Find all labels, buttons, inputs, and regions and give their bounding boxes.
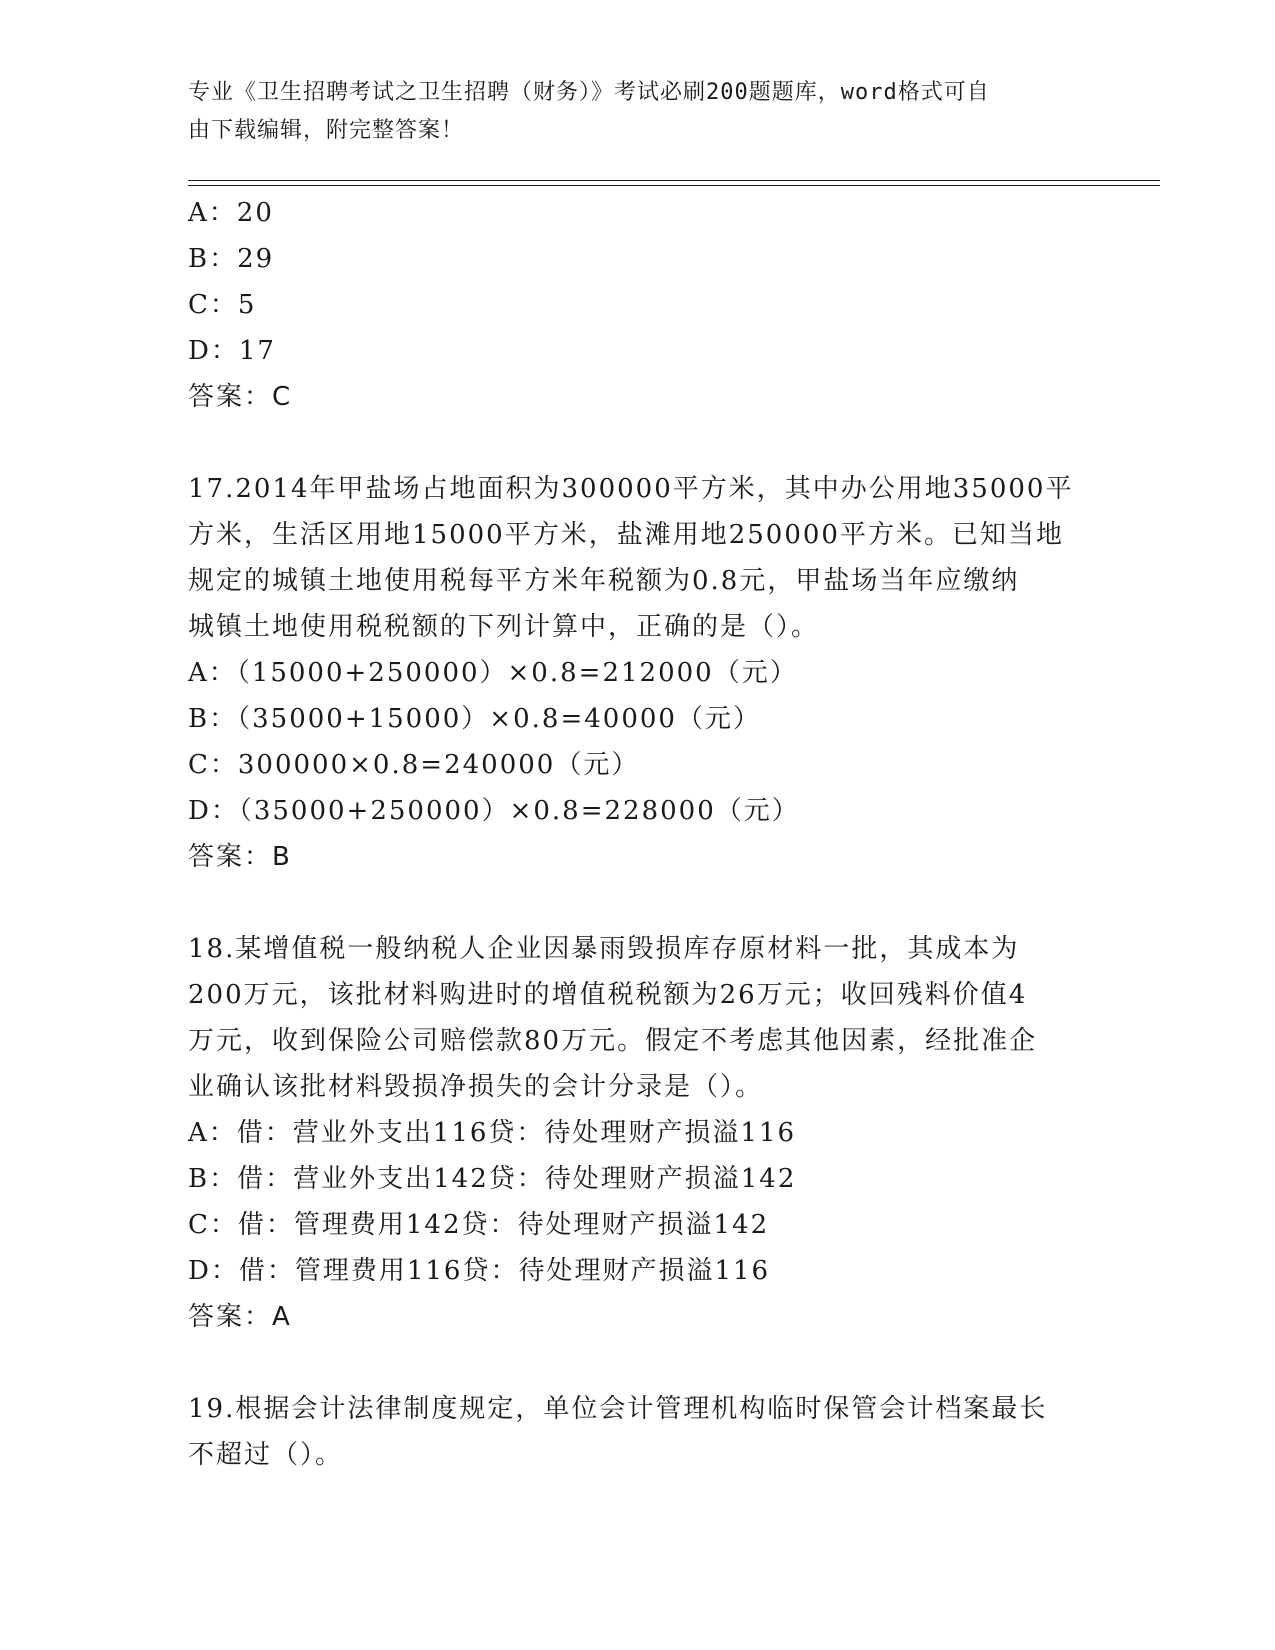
question-content	[188, 190, 1088, 1478]
header-line-1: 专业《卫生招聘考试之卫生招聘（财务）》考试必刷200题题库，word格式可自	[188, 80, 990, 105]
answer: 答案：B	[188, 842, 292, 872]
question-stem-line: 19.根据会计法律制度规定，单位会计管理机构临时保管会计档案最长	[188, 1394, 1048, 1424]
option-a: A：20	[188, 198, 274, 228]
option-d: D：借：管理费用116贷：待处理财产损溢116	[188, 1256, 771, 1286]
option-b: B：29	[188, 244, 275, 274]
question-stem-line: 规定的城镇土地使用税每平方米年税额为0.8元，甲盐场当年应缴纳	[188, 566, 1020, 596]
question-19	[188, 1386, 1088, 1478]
option-d: D：（35000+250000）×0.8=228000（元）	[188, 796, 800, 826]
option-c: C：300000×0.8=240000（元）	[188, 750, 640, 780]
question-stem-line: 200万元，该批材料购进时的增值税税额为26万元；收回残料价值4	[188, 980, 1028, 1010]
option-c: C：5	[188, 290, 257, 320]
question-18	[188, 926, 1088, 1340]
answer: 答案：A	[188, 1302, 292, 1332]
spacer	[188, 1340, 1088, 1386]
document-header	[188, 74, 1068, 150]
header-divider-bottom	[188, 185, 1160, 186]
spacer	[188, 420, 1088, 466]
option-a: A：借：营业外支出116贷：待处理财产损溢116	[188, 1118, 797, 1148]
option-c: C：借：管理费用142贷：待处理财产损溢142	[188, 1210, 770, 1240]
option-a: A：（15000+250000）×0.8=212000（元）	[188, 658, 798, 688]
question-stem-line: 城镇土地使用税税额的下列计算中，正确的是（）。	[188, 612, 820, 642]
question-stem-line: 万元，收到保险公司赔偿款80万元。假定不考虑其他因素，经批准企	[188, 1026, 1038, 1056]
question-stem-line: 业确认该批材料毁损净损失的会计分录是（）。	[188, 1072, 764, 1102]
header-divider-top	[188, 180, 1160, 181]
question-stem-line: 18.某增值税一般纳税人企业因暴雨毁损库存原材料一批，其成本为	[188, 934, 1020, 964]
question-stem-line: 17.2014年甲盐场占地面积为300000平方米，其中办公用地35000平	[188, 474, 1074, 504]
question-16	[188, 190, 1088, 420]
header-line-2: 由下载编辑，附完整答案！	[188, 118, 465, 143]
question-stem-line: 不超过（）。	[188, 1440, 344, 1470]
spacer	[188, 880, 1088, 926]
option-b: B：借：营业外支出142贷：待处理财产损溢142	[188, 1164, 797, 1194]
question-stem-line: 方米，生活区用地15000平方米，盐滩用地250000平方米。已知当地	[188, 520, 1064, 550]
option-b: B：（35000+15000）×0.8=40000（元）	[188, 704, 761, 734]
answer: 答案：C	[188, 382, 293, 412]
option-d: D：17	[188, 336, 276, 366]
question-17	[188, 466, 1088, 880]
